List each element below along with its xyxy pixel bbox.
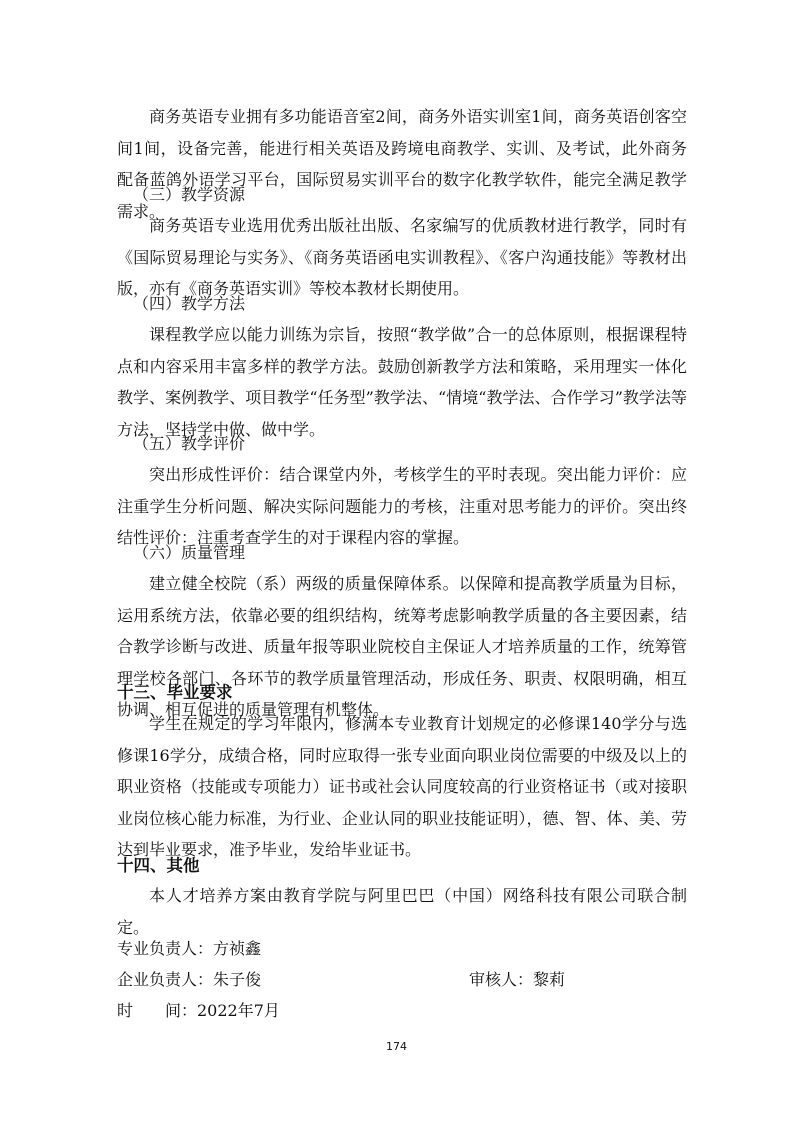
heading-quality-management: （六）质量管理 <box>133 543 246 562</box>
signature-enterprise-leader: 企业负责人：朱子俊 <box>117 970 262 989</box>
section-other: 十四、其他 <box>117 856 200 875</box>
paragraph-teaching-methods: 课程教学应以能力训练为宗旨，按照“教学做”合一的总体原则，根据课程特点和内容采用丰富多样的教学方法。鼓励创新教学方法和策略，采用理实一体化教学、案例教学、项目教学“任务型”教学法、“情境“教学法、合作学习”教学法等方法，坚持学中做、做中学。 <box>117 325 687 439</box>
signature-reviewer: 审核人：黎莉 <box>469 970 566 989</box>
paragraph-quality-management: 建立健全校院（系）两级的质量保障体系。以保障和提高教学质量为目标，运用系统方法，依靠必要的组织结构，统筹考虑影响教学质量的各主要因素，结合教学诊断与改进、质量年报等职业院校自主保证人才培养质量的工作，统筹管理学校各部门、各环节的教学质量管理活动，形成任务、职责、权限明确，相互协调、相互促进的质量管理有机整体。 <box>117 574 687 719</box>
paragraph-teaching-resources: 商务英语专业选用优秀出版社出版、名家编写的优质教材进行教学，同时有《国际贸易理论与实务》、《商务英语函电实训教程》、《客户沟通技能》等教材出版，亦有《商务英语实训》等校本教材长期使用。 <box>117 216 687 298</box>
section-graduation-requirements: 十三、毕业要求 <box>117 683 233 702</box>
page-number: 174 <box>386 1040 407 1053</box>
paragraph-graduation-requirements: 学生在规定的学习年限内，修满本专业教育计划规定的必修课140学分与选修课16学分，成绩合格，同时应取得一张专业面向职业岗位需要的中级及以上的职业资格（技能或专项能力）证书或社会认同度较高的行业资格证书（或对接职业岗位核心能力标准，为行业、企业认同的职业技能证明），德、智、体、美、劳达到毕业要求，准予毕业，发给毕业证书。 <box>117 714 687 859</box>
paragraph-teaching-evaluation: 突出形成性评价：结合课堂内外，考核学生的平时表现。突出能力评价：应注重学生分析问题、解决实际问题能力的考核，注重对思考能力的评价。突出终结性评价：注重考查学生的对于课程内容的掌握。 <box>117 465 687 547</box>
heading-teaching-methods: （四）教学方法 <box>133 294 246 313</box>
heading-teaching-resources: （三）教学资源 <box>133 185 246 204</box>
signature-major-leader: 专业负责人：方祯鑫 <box>117 939 262 958</box>
paragraph-facilities: 商务英语专业拥有多功能语音室2间，商务外语实训室1间，商务英语创客空间1间，设备完善，能进行相关英语及跨境电商教学、实训、及考试，此外商务配备蓝鸽外语学习平台，国际贸易实训平台的数字化教学软件，能完全满足教学需求。 <box>117 107 687 221</box>
signature-date: 时 间：2022年7月 <box>117 1001 280 1020</box>
paragraph-other: 本人才培养方案由教育学院与阿里巴巴（中国）网络科技有限公司联合制定。 <box>117 886 687 937</box>
heading-teaching-evaluation: （五）教学评价 <box>133 434 246 453</box>
